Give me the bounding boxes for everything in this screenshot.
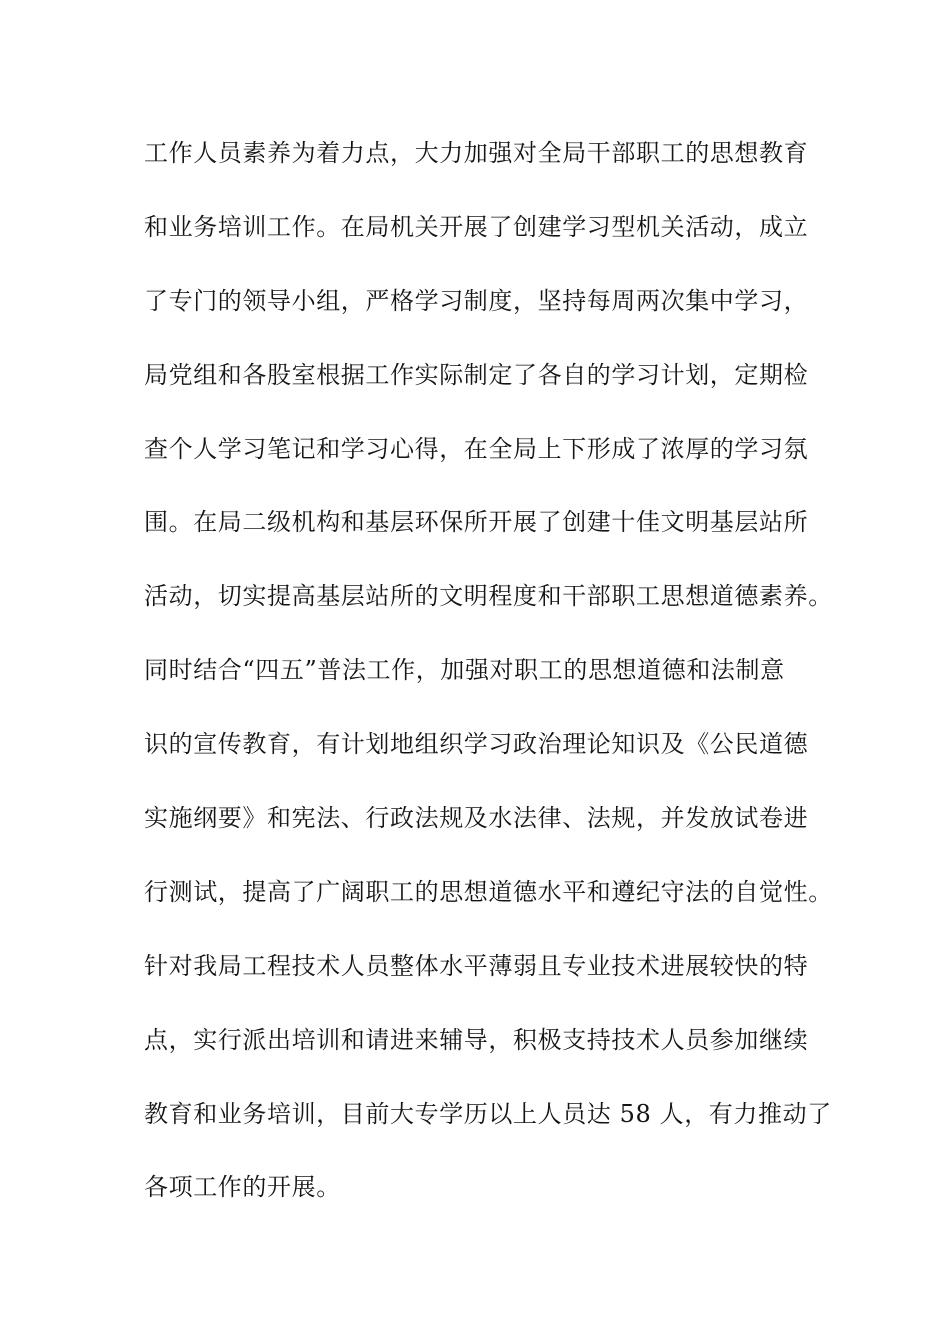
text-line: 实施纲要》和宪法、行政法规及水法律、法规，并发放试卷进 (144, 804, 809, 833)
text-line: 同时结合“四五”普法工作，加强对职工的思想道德和法制意 (144, 656, 785, 685)
text-line: 了专门的领导小组，严格学习制度，坚持每周两次集中学习， (144, 286, 809, 315)
text-line: 围。在局二级机构和基层环保所开展了创建十佳文明基层站所 (144, 508, 809, 537)
text-line: 识的宣传教育，有计划地组织学习政治理论知识及《公民道德 (144, 730, 809, 759)
text-line: 局党组和各股室根据工作实际制定了各自的学习计划，定期检 (144, 360, 809, 389)
body-paragraph (144, 130, 833, 1238)
text-line: 查个人学习笔记和学习心得，在全局上下形成了浓厚的学习氛 (144, 434, 809, 463)
text-line: 针对我局工程技术人员整体水平薄弱且专业技术进展较快的特 (144, 951, 809, 980)
text-line: 行测试，提高了广阔职工的思想道德水平和遵纪守法的自觉性。 (144, 877, 833, 906)
text-line: 和业务培训工作。在局机关开展了创建学习型机关活动，成立 (144, 212, 809, 241)
text-line: 教育和业务培训，目前大专学历以上人员达 58 人，有力推动了 (144, 1099, 832, 1128)
text-line: 活动，切实提高基层站所的文明程度和干部职工思想道德素养。 (144, 582, 833, 611)
text-line: 各项工作的开展。 (144, 1173, 341, 1202)
text-line: 工作人员素养为着力点，大力加强对全局干部职工的思想教育 (144, 139, 809, 167)
text-line: 点，实行派出培训和请进来辅导，积极支持技术人员参加继续 (144, 1025, 809, 1054)
